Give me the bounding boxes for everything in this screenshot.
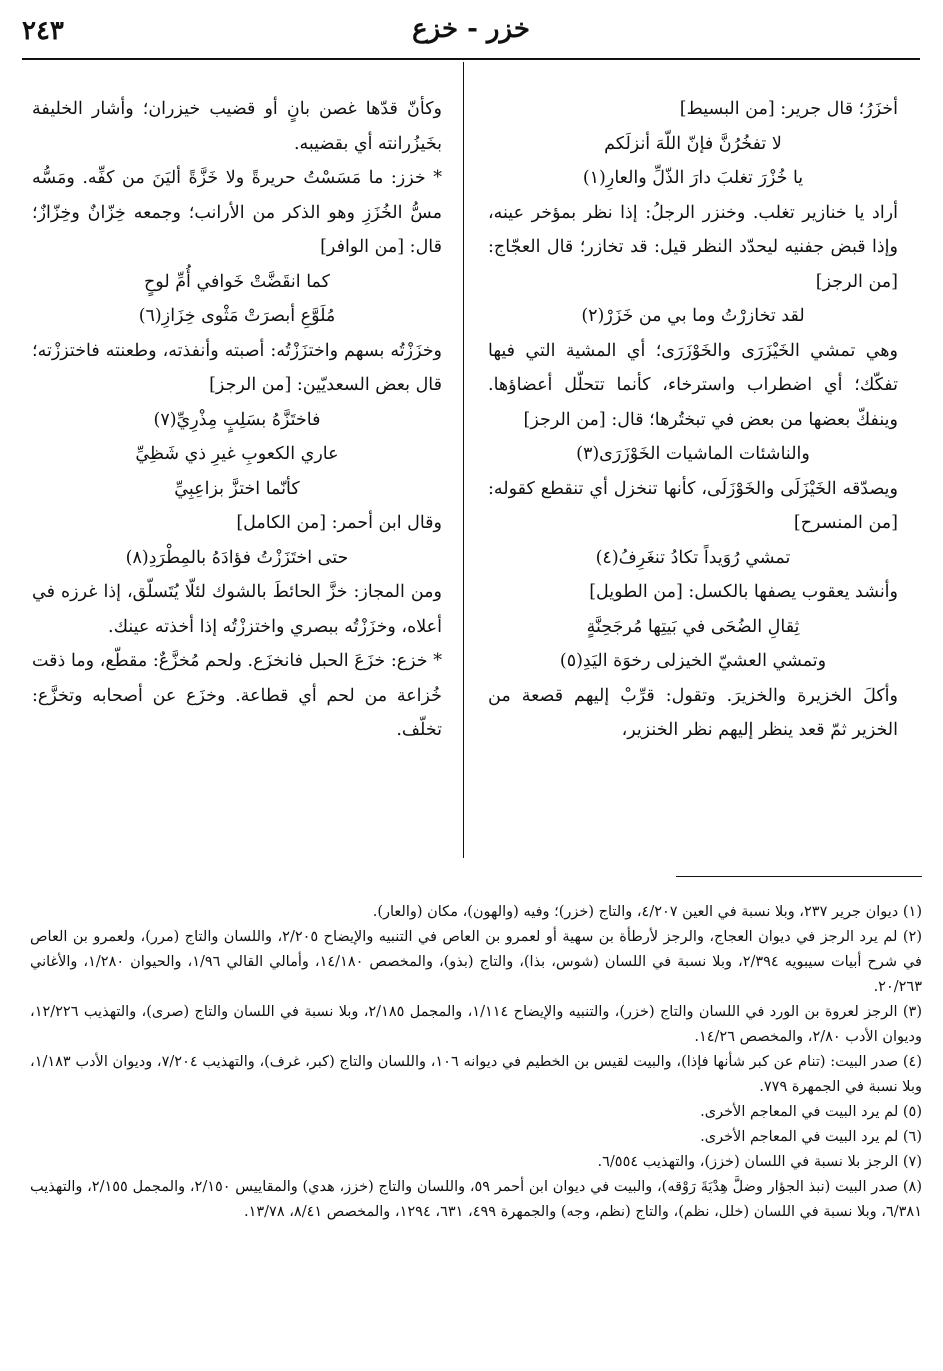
verse-line: فاختَزَّهُ بسَلِبٍ مِذْرِيِّ(٧)	[153, 409, 321, 430]
verse-line: لا تفخُرُنَّ فإنّ اللّهَ أنزلَكم	[604, 133, 782, 154]
text-paragraph: وأكلَ الخزيرة والخزيرَ. وتقول: قرِّبْ إليهم قصعة من الخزير ثمّ قعد ينظر إليهم نظر الخنزير،	[488, 685, 898, 740]
verse-line: لقد تخازرْتُ وما بي من خَزَرْ(٢)	[581, 306, 805, 326]
running-title: خزر - خزع	[412, 14, 530, 44]
text-paragraph: وكأنّ قدّها غصن بانٍ أو قضيب خيزران؛ وأشار الخليفة بخَيزُرانته أي بقضيبه.	[32, 99, 442, 154]
verse-line: عاري الكعوبِ غيرِ ذي شَظِيِّ	[135, 444, 339, 464]
footnote: (٨) صدر البيت (نبذ الجؤار وضلَّ هِدْيَةَ رَوْقه)، والبيت في ديوان ابن أحمر ٥٩، واللسان والتاج (خزز، هدي) والمقاييس ٢/١٥٠، والمجمل ٢/١٥٥، والتهذيب ٦/٣٨١، وبلا نسبة في اللسان (خلل، نظم)، والتاج (نظم، وجه) والجمهرة ٤٩٩، ٦٣١، ١٢٩٤، والمخصص ٨/٤١، ١٣/٧٨.	[30, 1179, 922, 1220]
footnote: (٢) لم يرد الرجز في ديوان العجاج، والرجز لأرطأة بن سهية أو لعمرو بن العاص في التنبيه والإيضاح ٢/٢٠٥، واللسان والتاج (مرر)، ولعمرو بن العاص في شرح أبيات سيبويه ٢/٣٩٤، وبلا نسبة في اللسان (شوس، بذا)، والتاج (بذو)، والمخصص ١٤/١٨٠، وأمالي القالي ١/٩٦، والحيوان ١/٢٨٠، والأغاني ٢٠/٢٦٣.	[30, 929, 923, 995]
text-paragraph: أخزَرُ؛ قال جرير: [من البسيط]	[679, 99, 898, 119]
text-paragraph: وهي تمشي الخَيْزَرَى والخَوْزَرَى؛ أي المشية التي فيها تفكّك؛ أي اضطراب واسترخاء، كأنما تتحلّل أعضاؤها. وينفكّ بعضها من بعض في تبختُرها؛ قال: [من الرجز]	[488, 340, 898, 430]
footnote: (٣) الرجز لعروة بن الورد في اللسان والتاج (خزر)، والتنبيه والإيضاح ١/١١٤، والمجمل ٢/١٨٥، وبلا نسبة في اللسان والتاج (صرى)، والتهذيب ١٢/٢٢٦، وديوان الأدب ٢/٨٠، والمخصص ١٤/٢٦.	[30, 1004, 922, 1045]
verse-line: حتى اختَزَزْتُ فؤادَهُ بالمِطْرَدِ(٨)	[125, 547, 349, 568]
right-column	[488, 92, 898, 748]
entry-paragraph: * خزع: خزَعَ الحبل فانخزَع. ولحم مُخزَّعٌ: مقطّع، وما ذقت خُزاعة من لحم أي قطاعة. وخزَع عن أصحابه وتخزَّع: تخلّف.	[32, 651, 442, 740]
footnotes	[30, 900, 922, 1225]
page-number: ٢٤٣	[22, 16, 64, 46]
verse-line: كما انقَضَّتْ خَوافي أُمِّ لوحٍ	[143, 271, 330, 292]
verse-line: يا خُزْرَ تغلبَ دارَ الذّلِّ والعارِ(١)	[582, 168, 804, 188]
footnote: (٦) لم يرد البيت في المعاجم الأخرى.	[700, 1129, 922, 1145]
verse-line: والناشئات الماشيات الخَوْزَرَى(٣)	[576, 444, 810, 464]
verse-line: تمشي رُوَيداً تكادُ تنغَرِفُ(٤)	[595, 547, 791, 568]
text-paragraph: وخزَزْتُه بسهم واختزَزْتُه: أصبته وأنفذته، وطعنته فاختززْته؛ قال بعض السعديّين: [من الرجز]	[32, 340, 442, 395]
verse-line: ثِقالِ الضُحَى في بَيتِها مُرجَحِنَّةٍ	[586, 616, 800, 637]
text-paragraph: وأنشد يعقوب يصفها بالكسل: [من الطويل]	[589, 582, 898, 602]
footnote-rule	[676, 876, 922, 877]
text-paragraph: وقال ابن أحمر: [من الكامل]	[236, 513, 442, 533]
entry-paragraph: * خزز: ما مَسَسْتُ حريرةً ولا خَزَّةً أليَنَ من كفِّه. ومَسُّه مسُّ الخُزَزِ وهو الذكر من الأرانب؛ وجمعه خِزّانٌ وخِزّازٌ؛ قال: [من الوافر]	[32, 168, 442, 257]
page-header	[22, 14, 920, 52]
footnote: (٥) لم يرد البيت في المعاجم الأخرى.	[700, 1104, 922, 1120]
footnote: (٧) الرجز بلا نسبة في اللسان (خزز)، والتهذيب ٦/٥٥٤.	[597, 1154, 922, 1170]
text-paragraph: أراد يا خنازير تغلب. وخنزر الرجلُ: إذا نظر بمؤخر عينه، وإذا قبض جفنيه ليحدّد النظر قيل: قد تخازر؛ قال العجّاج: [من الرجز]	[488, 202, 898, 292]
verse-line: مُلَوَّعِ أبصرَتْ مَثْوى خِزَازِ(٦)	[138, 306, 336, 326]
column-divider	[463, 62, 464, 858]
verse-line: كأنّما اختزَّ بزاعِبِيِّ	[174, 478, 300, 499]
footnote: (١) ديوان جرير ٢٣٧، وبلا نسبة في العين ٤/٢٠٧، والتاج (خزر)؛ وفيه (والهون)، مكان (والعار).	[372, 904, 922, 920]
footnote: (٤) صدر البيت: (تنام عن كبر شأنها فإذا)، والبيت لقيس بن الخطيم في ديوانه ١٠٦، واللسان والتاج (كبر، غرف)، والتهذيب ٧/٢٠٤، وديوان الأدب ١/١٨٣، وبلا نسبة في الجمهرة ٧٧٩.	[30, 1054, 923, 1095]
text-paragraph: ومن المجاز: خزَّ الحائطَ بالشوك لئلّا يُتَسلّق، إذا غرزه في أعلاه، وخزَزْتُه ببصري واختززْتُه إذا أخذته عينك.	[32, 582, 442, 637]
text-paragraph: ويصدّقه الخَيْزَلَى والخَوْزَلَى، كأنها تنخزل أي تنقطع كقوله: [من المنسرح]	[488, 478, 898, 533]
verse-line: وتمشي العشيّ الخيزلى رخوَة اليَدِ(٥)	[559, 651, 827, 671]
header-rule	[22, 58, 920, 60]
left-column	[32, 92, 442, 748]
